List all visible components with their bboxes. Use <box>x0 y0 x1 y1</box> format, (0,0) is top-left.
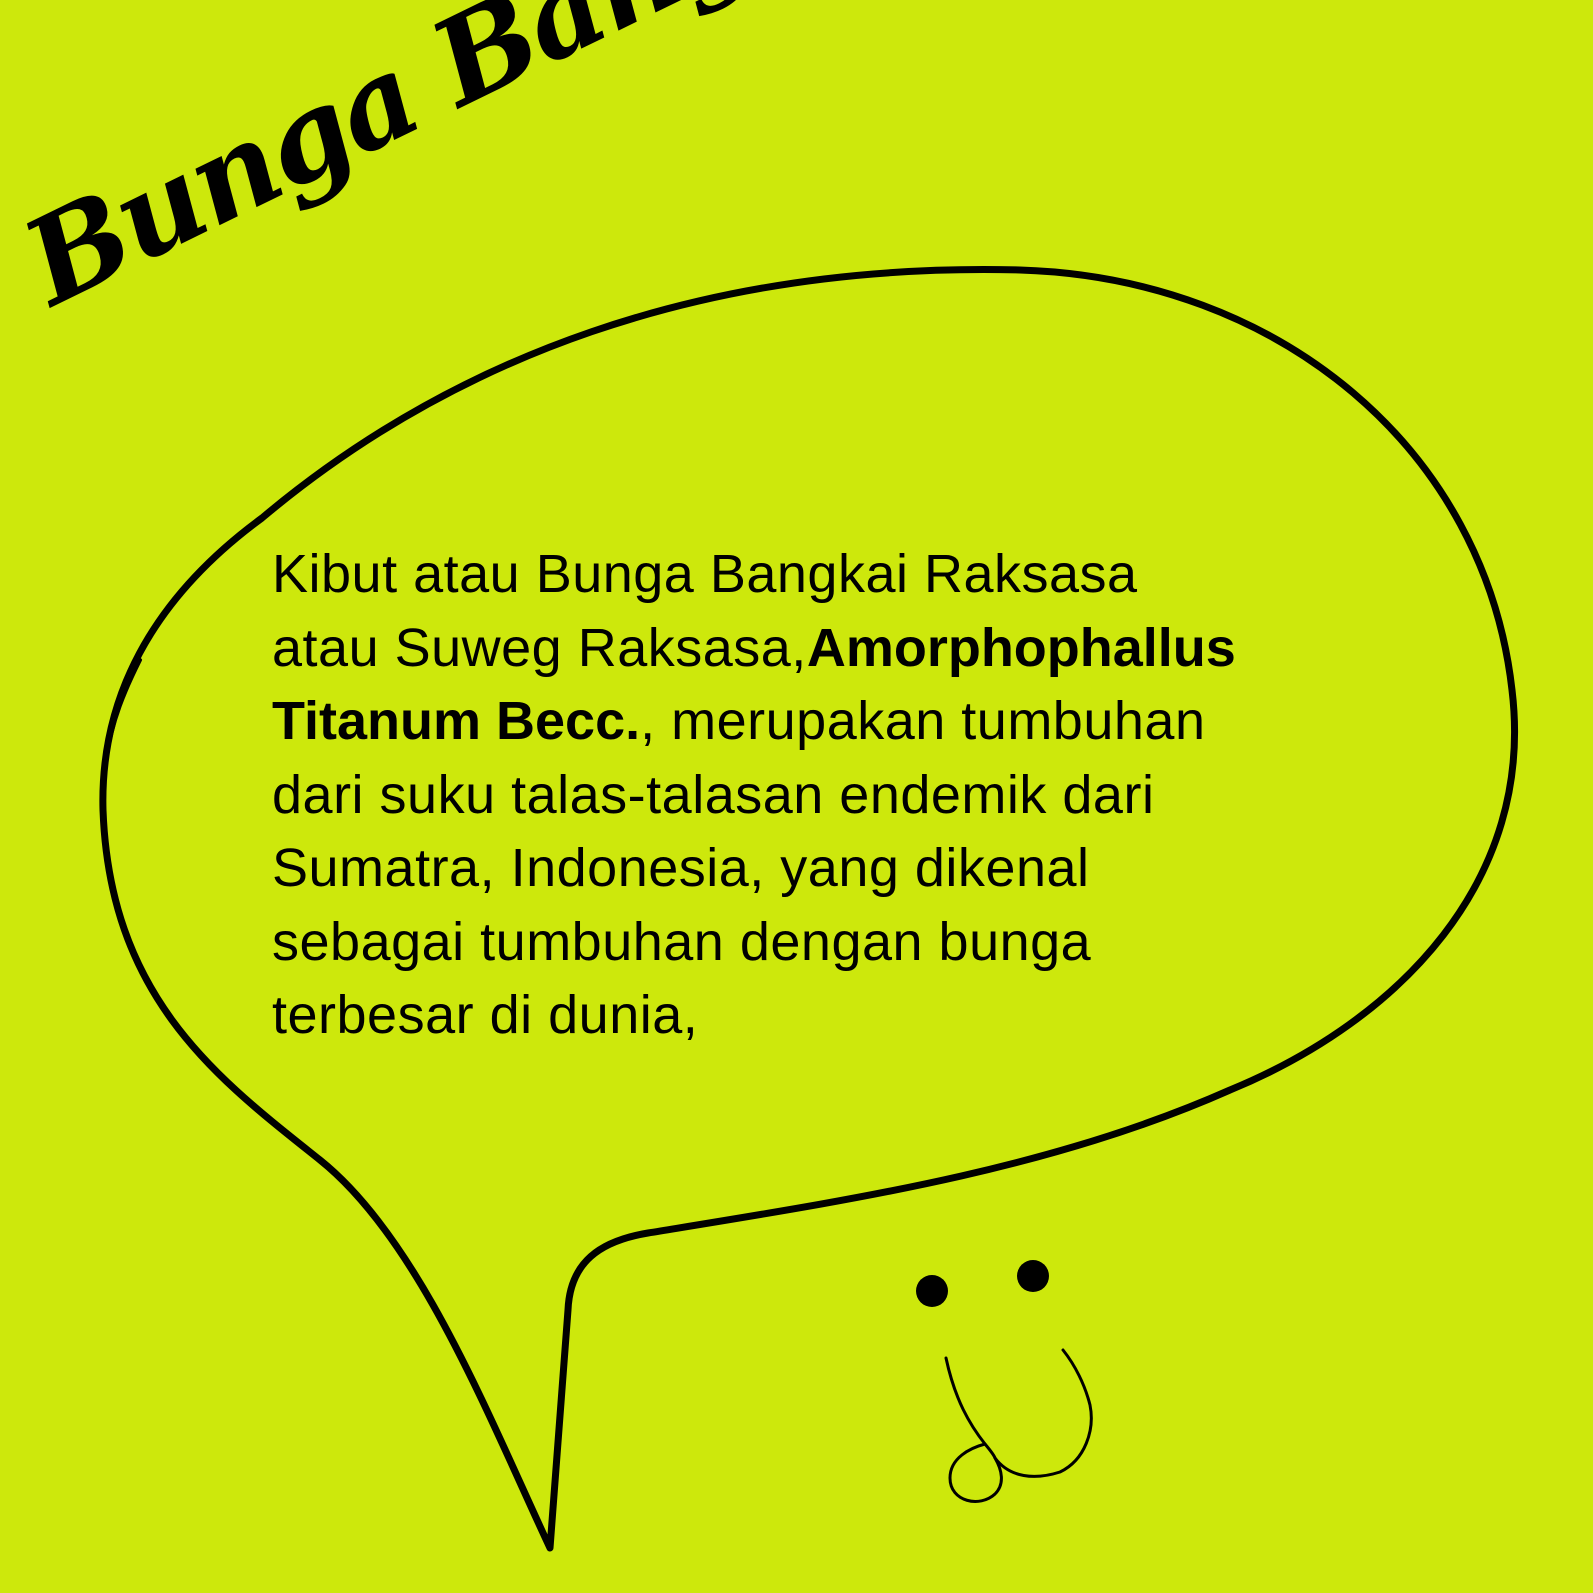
scientific-name-part: Amorphophallus <box>806 617 1236 678</box>
text-run: Kibut atau Bunga Bangkai Raksasa <box>272 544 1138 604</box>
left-eye <box>916 1275 948 1307</box>
text-line <box>272 538 1472 612</box>
text-line <box>272 906 1472 980</box>
text-line <box>272 612 1472 686</box>
text-run: , merupakan tumbuhan <box>640 691 1206 751</box>
text-run: atau Suweg Raksasa, <box>272 617 807 678</box>
text-run: dari suku talas-talasan endemik dari <box>272 764 1155 825</box>
text-line <box>272 979 1472 1053</box>
text-line <box>272 832 1472 906</box>
text-run: Sumatra, Indonesia, yang dikenal <box>272 838 1090 898</box>
text-run: sebagai tumbuhan dengan bunga <box>272 911 1092 972</box>
description-text <box>272 538 1472 1053</box>
text-line <box>272 685 1472 759</box>
text-line <box>272 759 1472 833</box>
right-eye <box>1017 1260 1049 1292</box>
text-run: terbesar di dunia, <box>272 985 699 1045</box>
scientific-name-part: Titanum Becc. <box>272 691 641 751</box>
